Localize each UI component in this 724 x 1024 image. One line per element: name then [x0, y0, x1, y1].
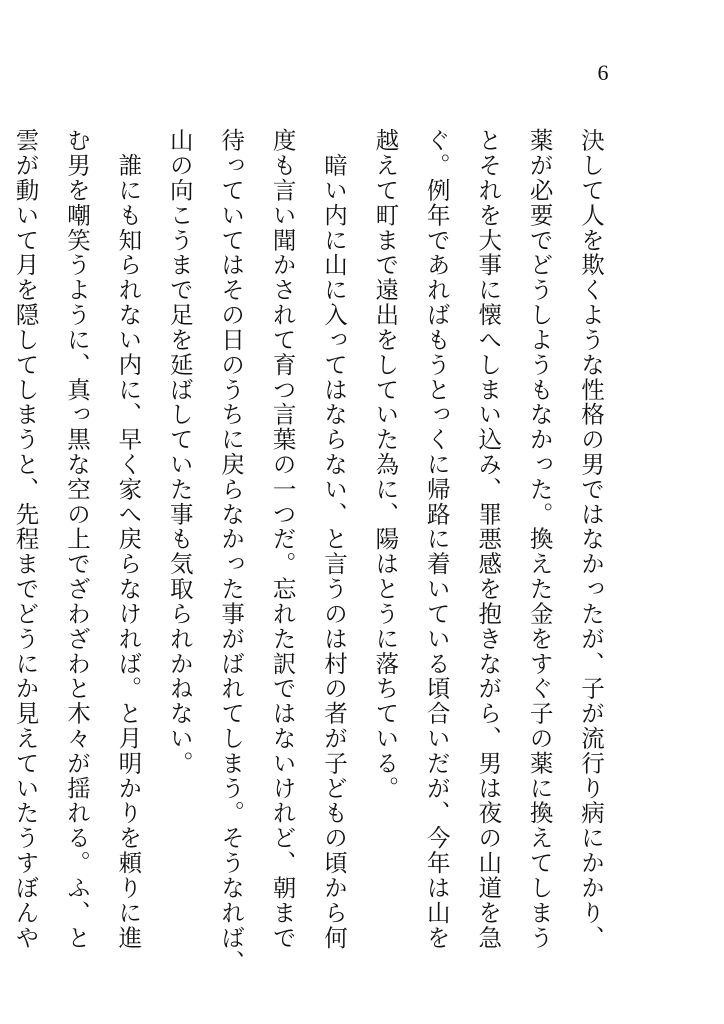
text-line: ぐ。例年であればもうとっくに帰路に着いている頃合いだが、今年は山を	[422, 128, 451, 951]
text-line: 度も言い聞かされて育つ言葉の一つだ。忘れた訳ではないけれど、朝まで	[268, 128, 297, 951]
text-line: 待っていてはその日のうちに戻らなかった事がばれてしまう。そうなれば、	[217, 128, 246, 975]
page-number: 6	[597, 60, 609, 85]
text-line: 決して人を欺くような性格の男ではなかったが、子が流行り病にかかり、	[577, 128, 605, 951]
text-line: 山の向こうまで足を延ばしていた事も気取られかねない。	[165, 128, 194, 776]
text-line: 誰にも知られない内に、早く家へ戻らなければ。と月明かりを頼りに進	[114, 128, 143, 951]
text-line: 越えて町まで遠出をしていた為に、陽はとうに落ちている。	[371, 128, 400, 801]
text-line: 暗い内に山に入ってはならない、と言うのは村の者が子どもの頃から何	[319, 128, 348, 951]
text-line: 雲が動いて月を隠してしまうと、先程までどうにか見えていたうすぼんや	[11, 128, 40, 951]
text-line: 薬が必要でどうしようもなかった。換えた金をすぐ子の薬に換えてしまう	[525, 128, 554, 951]
vertical-body-text	[0, 128, 616, 975]
text-line: む男を嘲笑うように、真っ黒な空の上でざわざわと木々が揺れる。ふ、と	[62, 128, 91, 951]
text-line: とそれを大事に懐へしまい込み、罪悪感を抱きながら、男は夜の山道を急	[474, 128, 503, 951]
